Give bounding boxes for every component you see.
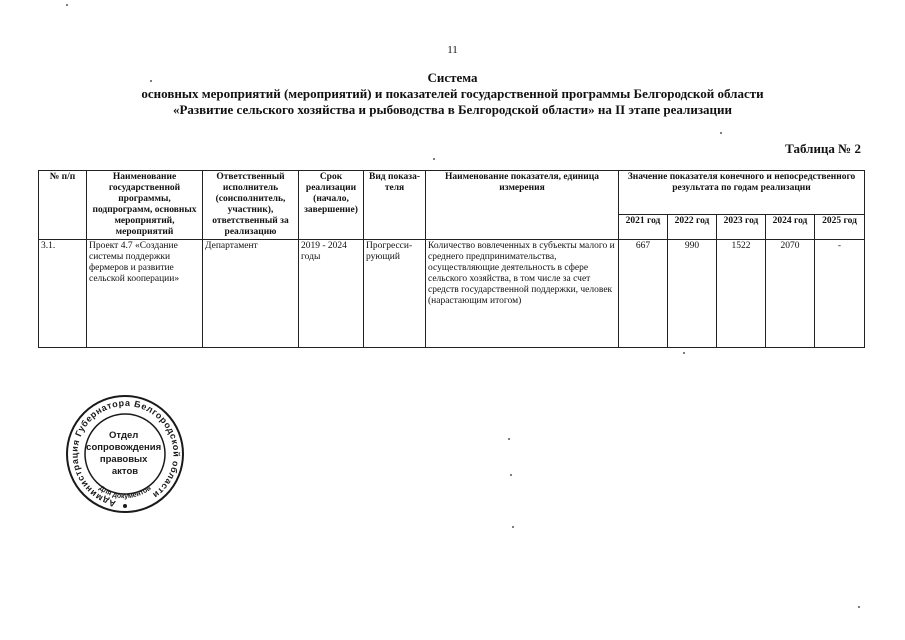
stamp-bottom-label: Для документов xyxy=(97,484,153,501)
cell-responsible: Департамент xyxy=(203,240,299,348)
title-line-1: Система xyxy=(427,70,478,85)
stamp-center-line-4: актов xyxy=(111,466,139,477)
cell-value-2021: 667 xyxy=(619,240,668,348)
header-year-2025: 2025 год xyxy=(815,215,865,240)
header-responsible: Ответственный исполнитель (соисполнитель, участник), ответственный за реализацию xyxy=(203,171,299,240)
indicators-table xyxy=(38,170,865,348)
header-term: Срок реализации (начало, завершение) xyxy=(299,171,364,240)
scan-speck xyxy=(683,352,685,354)
scan-speck xyxy=(858,606,860,608)
scan-speck xyxy=(510,474,512,476)
header-indicator: Наименование показателя, единица измерения xyxy=(426,171,619,240)
header-year-2023: 2023 год xyxy=(717,215,766,240)
title-line-2: основных мероприятий (мероприятий) и показателей государственной программы Белгородской области xyxy=(141,86,764,101)
header-type: Вид показа-теля xyxy=(364,171,426,240)
scan-speck xyxy=(720,132,722,134)
scan-speck xyxy=(433,158,435,160)
cell-num: 3.1. xyxy=(39,240,87,348)
stamp-star-icon xyxy=(123,504,127,508)
header-year-2024: 2024 год xyxy=(766,215,815,240)
scan-speck xyxy=(150,80,152,82)
scan-speck xyxy=(508,438,510,440)
stamp-center-text xyxy=(86,430,164,477)
title-line-3: «Развитие сельского хозяйства и рыбоводства в Белгородской области» на II этапе реализации xyxy=(172,102,733,117)
scan-speck xyxy=(66,4,68,6)
table-row xyxy=(39,240,865,348)
header-row xyxy=(39,171,865,215)
cell-value-2022: 990 xyxy=(668,240,717,348)
header-name: Наименование государственной программы, подпрограмм, основных мероприятий, мероприятий xyxy=(87,171,203,240)
stamp-center-line-1: Отдел xyxy=(109,430,139,441)
header-year-2022: 2022 год xyxy=(668,215,717,240)
header-num: № п/п xyxy=(39,171,87,240)
stamp-ring-label: Администрация Губернатора Белгородской области xyxy=(69,397,182,509)
cell-value-2024: 2070 xyxy=(766,240,815,348)
cell-indicator: Количество вовлеченных в субъекты малого и среднего предпринимательства, осуществляющие деятельность в сфере сельского хозяйства, в том числе за счет средств государственной поддержки, человек (нарастающим итогом) xyxy=(426,240,619,348)
page-number: 11 xyxy=(447,44,458,56)
table-label: Таблица № 2 xyxy=(785,141,861,156)
cell-type: Прогресси-рующий xyxy=(364,240,426,348)
header-values-group: Значение показателя конечного и непосредственного результата по годам реализации xyxy=(619,171,865,215)
cell-value-2023: 1522 xyxy=(717,240,766,348)
cell-name: Проект 4.7 «Создание системы поддержки фермеров и развитие сельской кооперации» xyxy=(87,240,203,348)
cell-term: 2019 - 2024 годы xyxy=(299,240,364,348)
header-year-2021: 2021 год xyxy=(619,215,668,240)
official-stamp xyxy=(60,392,190,516)
cell-value-2025: - xyxy=(815,240,865,348)
stamp-center-line-3: правовых xyxy=(99,454,148,465)
scan-speck xyxy=(512,526,514,528)
document-title xyxy=(0,70,905,118)
stamp-center-line-2: сопровождения xyxy=(86,442,162,453)
